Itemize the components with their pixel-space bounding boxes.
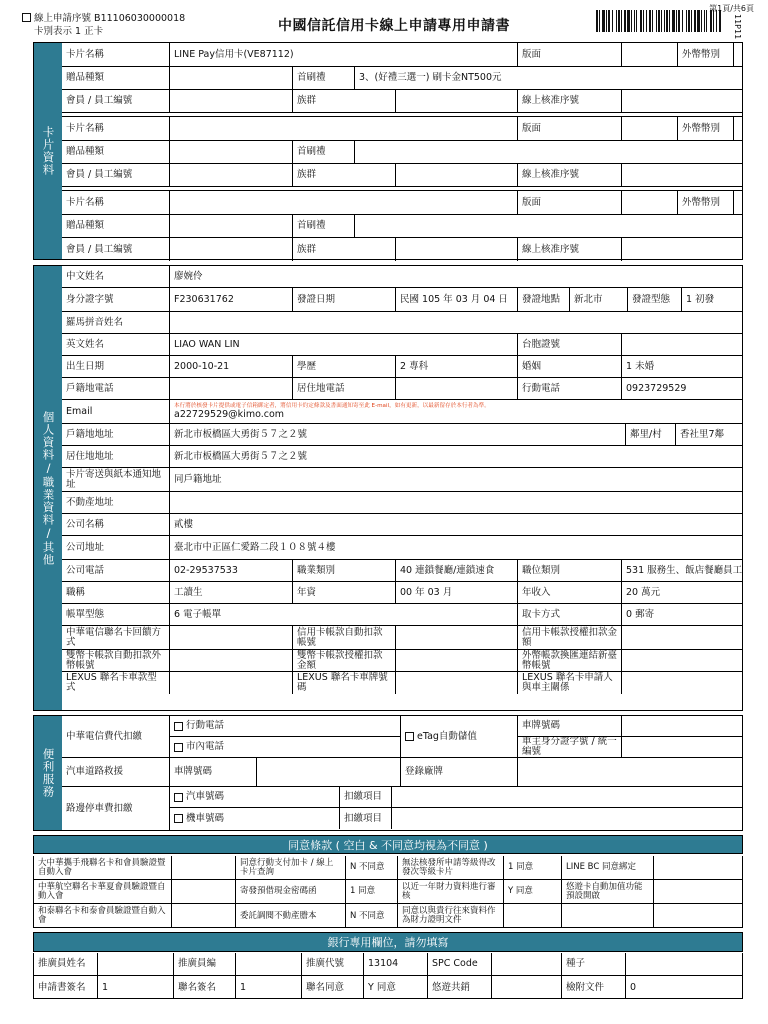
label: 戶籍地地址 (62, 424, 170, 445)
label: 族群 (293, 238, 396, 261)
years-value[interactable]: 00 年 03 月 (396, 582, 518, 603)
bank-value[interactable] (492, 976, 562, 999)
bank-value[interactable] (98, 953, 174, 975)
local-checkbox[interactable] (174, 743, 183, 752)
consent-title: 同意條款 ( 空白 & 不同意均視為不同意 ) (33, 835, 743, 854)
lexus-model-value[interactable] (170, 672, 293, 694)
card-name-value[interactable] (170, 191, 518, 214)
personal-grid (62, 266, 742, 710)
label: 發證型態 (628, 288, 682, 311)
label: 車牌號碼 (518, 716, 622, 736)
label: 學歷 (293, 356, 396, 377)
consent-label: 悠遊卡自動加值功能預設開啟 (562, 880, 654, 903)
moto-deduct-value[interactable] (392, 808, 742, 829)
consent-label: 寄發預借現金密碼函 (236, 880, 346, 903)
label: 職稱 (62, 582, 170, 603)
approval-no-value[interactable] (622, 238, 742, 261)
consent-label: 無法核發所申請等級得改發次等級卡片 (398, 856, 504, 879)
gift-row (62, 141, 742, 164)
label: 線上核准序號 (518, 238, 622, 261)
group-value[interactable] (396, 90, 518, 112)
barcode-bar (624, 10, 626, 32)
form-code: 11P11 (733, 14, 742, 40)
job-type-value[interactable]: 531 服務生、飯店餐廳員工 (626, 564, 742, 576)
bank-grid (33, 953, 743, 999)
education-value[interactable]: 2 專科 (396, 356, 518, 377)
barcode-bar (694, 10, 696, 32)
barcode-bar (612, 10, 613, 32)
barcode-bar (672, 10, 675, 32)
local-option[interactable] (170, 737, 400, 757)
member-no-value[interactable] (170, 164, 293, 186)
label: eTag自動儲值 (417, 730, 477, 742)
label: 婚姻 (518, 356, 622, 377)
barcode-bar (643, 10, 644, 32)
label: 贈品種類 (62, 215, 170, 237)
marriage-value[interactable]: 1 未婚 (626, 360, 655, 372)
district-value[interactable]: 香社里7鄰 (680, 428, 725, 440)
bank-title: 銀行專用欄位，請勿填寫 (33, 932, 743, 952)
roadside-plate-value[interactable] (257, 758, 401, 786)
consent-value[interactable] (172, 856, 236, 879)
email-value[interactable]: a22729529@kimo.com (174, 409, 285, 420)
label: LEXUS 聯名卡車款型式 (62, 672, 170, 694)
member-row (62, 90, 742, 113)
label: 贈品種類 (62, 67, 170, 89)
bank-label: 聯名同意 (302, 976, 364, 999)
label: 年收入 (518, 582, 622, 603)
autopay-account-value[interactable] (396, 626, 518, 649)
bank-value[interactable]: 0 (630, 981, 637, 993)
consent-row (34, 904, 742, 928)
fx-link-value[interactable] (622, 650, 742, 671)
label: 不動產地址 (62, 492, 170, 513)
barcode-bar (621, 10, 622, 32)
label: 中華電信聯名卡回饋方式 (62, 626, 170, 649)
company-name-value[interactable]: 貳樓 (174, 518, 194, 530)
issue-date-value[interactable]: 民國 105 年 03 月 04 日 (396, 288, 518, 311)
approval-no-value[interactable] (622, 164, 742, 186)
bank-label: 檢附文件 (562, 976, 626, 999)
gift-row (62, 215, 742, 238)
consent-row (34, 856, 742, 880)
label: 會員 / 員工編號 (62, 90, 170, 112)
etag-option[interactable] (401, 716, 518, 757)
bank-label: 推廣員編 (174, 953, 236, 975)
label: 年資 (293, 582, 396, 603)
english-name-value[interactable]: LIAO WAN LIN (170, 334, 518, 355)
label: 身分證字號 (62, 288, 170, 311)
barcode-bar (627, 10, 630, 32)
barcode-bar (631, 10, 632, 32)
label: 公司地址 (62, 536, 170, 559)
barcode-bar (652, 10, 653, 32)
label: 雙幣卡帳款授權扣款金額 (293, 650, 396, 671)
owner-id-value[interactable] (622, 737, 742, 757)
card-name-value[interactable]: LINE Pay信用卡(VE87112) (170, 43, 518, 66)
label: 中華電信費代扣繳 (62, 716, 170, 757)
gift-value[interactable] (170, 215, 293, 237)
gift-row (62, 67, 742, 90)
mobile-value[interactable]: 0923729529 (626, 382, 687, 394)
label: 扣繳項目 (340, 808, 392, 829)
barcode-bar (636, 10, 637, 32)
home-phone-value[interactable] (396, 378, 518, 399)
label: 戶籍地電話 (62, 378, 170, 399)
label: 取卡方式 (518, 604, 622, 625)
card-section-title: 卡片資料 (34, 43, 62, 259)
consent-value[interactable]: N 不同意 (346, 904, 398, 928)
label: 族群 (293, 164, 396, 186)
consent-label (562, 904, 654, 928)
id-number-value[interactable]: F230631762 (170, 288, 293, 311)
bank-value[interactable] (236, 953, 302, 975)
bank-label: 悠遊共銷 (428, 976, 492, 999)
consent-value[interactable] (172, 904, 236, 928)
issue-type-value[interactable]: 1 初發 (686, 293, 715, 305)
barcode-bar (656, 10, 657, 32)
consent-value[interactable] (654, 856, 742, 879)
version-value[interactable] (622, 191, 678, 214)
page-number: 第1頁/共6頁 (709, 4, 754, 13)
label: 首刷禮 (293, 215, 355, 237)
consent-label: 同意行動支付加卡 / 線上卡片查詢 (236, 856, 346, 879)
label: 卡片名稱 (62, 117, 170, 140)
label: 卡片寄送與紙本通知地址 (62, 468, 170, 491)
bank-value[interactable]: 13104 (364, 953, 428, 975)
chinese-name-value[interactable]: 廖婉伶 (174, 270, 203, 282)
consent-label: 中華航空聯名卡華夏會員驗證暨自動入會 (34, 880, 172, 903)
barcode-bar (664, 10, 665, 32)
label: 版面 (518, 191, 622, 214)
consent-label: 同意以與貴行往來資料作為財力證明文件 (398, 904, 504, 928)
barcode-bar (704, 10, 705, 32)
consent-value[interactable]: 1 同意 (346, 880, 398, 903)
member-row (62, 164, 742, 187)
bank-value[interactable]: Y 同意 (364, 976, 428, 999)
label: 出生日期 (62, 356, 170, 377)
dual-amount-value[interactable] (396, 650, 518, 671)
pickup-value[interactable]: 0 郵寄 (626, 608, 655, 620)
label: 居住地電話 (293, 378, 396, 399)
barcode-bar (666, 10, 668, 32)
label: 居住地地址 (62, 446, 170, 467)
card-name-value[interactable] (170, 117, 518, 140)
label: 信用卡帳款授權扣款金額 (518, 626, 622, 649)
label: 發證地點 (518, 288, 570, 311)
label: 外幣幣別 (678, 191, 734, 214)
label: 車主身分證字號 / 統一編號 (518, 737, 622, 757)
barcode-bar (640, 10, 642, 32)
consent-label: 和泰聯名卡和泰會員驗證暨自動入會 (34, 904, 172, 928)
label: 鄰里/村 (626, 424, 676, 445)
consent-grid (33, 856, 743, 928)
bank-row (34, 953, 742, 976)
label: 公司名稱 (62, 514, 170, 535)
consent-value[interactable] (504, 904, 562, 928)
barcode-bar (616, 10, 617, 32)
barcode-bar (649, 10, 651, 32)
label: Email (62, 400, 170, 423)
label: 線上核准序號 (518, 90, 622, 112)
label: 外幣帳款換匯連結新臺幣帳號 (518, 650, 622, 671)
barcode-bar (634, 10, 635, 32)
barcode-bar (669, 10, 670, 32)
barcode-bar (676, 10, 677, 32)
label: 帳單型態 (62, 604, 170, 625)
currency-value[interactable] (734, 43, 742, 66)
services-section-title: 便利服務 (34, 716, 62, 830)
etag-checkbox[interactable] (405, 732, 414, 741)
services-grid (62, 716, 742, 830)
serial-number: B11106030000018 (94, 13, 186, 24)
label: 羅馬拼音姓名 (62, 312, 170, 333)
home-address-value[interactable]: 新北市板橋區大勇街５７之２號 (174, 450, 308, 462)
bank-value[interactable] (492, 953, 562, 975)
job-title-value[interactable]: 工讀生 (170, 582, 293, 603)
barcode-bar (686, 10, 687, 32)
first-swipe-value[interactable] (355, 141, 742, 163)
birth-date-value[interactable]: 2000-10-21 (170, 356, 293, 377)
company-address-value[interactable]: 臺北市中正區仁愛路二段１０８號４樓 (174, 541, 336, 553)
barcode-bar (599, 10, 600, 32)
barcode-bar (691, 10, 692, 32)
card-row (62, 191, 742, 215)
label: 登錄廠牌 (401, 758, 518, 786)
barcode-bar (697, 10, 700, 32)
first-swipe-value[interactable] (355, 215, 742, 237)
mobile-checkbox[interactable] (174, 722, 183, 731)
member-no-value[interactable] (170, 90, 293, 112)
services-section (33, 715, 743, 831)
consent-value[interactable] (654, 904, 742, 928)
consent-value[interactable] (654, 880, 742, 903)
label: 贈品種類 (62, 141, 170, 163)
consent-value[interactable] (172, 880, 236, 903)
barcode-bar (608, 10, 610, 32)
label: LEXUS 聯名卡車牌號碼 (293, 672, 396, 694)
email-cell[interactable] (170, 400, 742, 423)
roman-name-value[interactable] (170, 312, 742, 333)
label: 外幣幣別 (678, 117, 734, 140)
mail-address-value[interactable]: 同戶籍地址 (174, 473, 222, 485)
etag-plate-value[interactable] (622, 716, 742, 736)
bank-value[interactable] (626, 953, 742, 975)
bank-value[interactable]: 1 (98, 976, 174, 999)
label: 族群 (293, 90, 396, 112)
telecom-value[interactable] (170, 626, 293, 649)
label: 路邊停車費扣繳 (62, 787, 170, 830)
email-note: 本行將於核發卡片提供或電子信箱綁定者，將信用卡約定條款及書面通知寄至此 E-mail，如有更新，以最新留存於本行者為準。 (174, 403, 490, 409)
personal-section (33, 265, 743, 711)
consent-value[interactable]: 1 同意 (504, 856, 562, 879)
barcode-bar (678, 10, 680, 32)
label: 卡片名稱 (62, 43, 170, 66)
label: 行動電話 (518, 378, 622, 399)
label: 外幣幣別 (678, 43, 734, 66)
label: 中文姓名 (62, 266, 170, 287)
card-type-label: 卡別表示 1 正卡 (34, 26, 104, 37)
reg-address-value[interactable]: 新北市板橋區大勇街５７之２號 (170, 424, 626, 445)
bank-label: 推廣員姓名 (34, 953, 98, 975)
bank-label: 申請書簽名 (34, 976, 98, 999)
dual-account-value[interactable] (170, 650, 293, 671)
consent-value[interactable]: Y 同意 (504, 880, 562, 903)
label: 車牌號碼 (170, 758, 257, 786)
form-title: 中國信託信用卡線上申請專用申請書 (278, 18, 510, 34)
bank-label: SPC Code (428, 953, 492, 975)
card-row (62, 117, 742, 141)
car-checkbox[interactable] (174, 793, 183, 802)
label: 扣繳項目 (340, 787, 392, 807)
personal-section-title: 個人資料/職業資料/其他 (34, 266, 62, 710)
label: 台胞證號 (518, 334, 622, 355)
label: 信用卡帳款自動扣款帳號 (293, 626, 396, 649)
mobile-option[interactable] (170, 716, 400, 737)
barcode-bar (658, 10, 660, 32)
car-option[interactable] (170, 787, 340, 807)
currency-value[interactable] (734, 191, 742, 214)
income-value[interactable]: 20 萬元 (626, 586, 661, 598)
serial-block (22, 12, 185, 38)
label: 首刷禮 (293, 67, 355, 89)
label: 會員 / 員工編號 (62, 238, 170, 261)
card-section (33, 42, 743, 260)
lexus-plate-value[interactable] (396, 672, 518, 694)
barcode-bar (602, 10, 605, 32)
bank-row (34, 976, 742, 999)
label: 行動電話 (186, 720, 225, 731)
version-value[interactable] (622, 43, 678, 66)
barcode-bar (701, 10, 702, 32)
label: 線上核准序號 (518, 164, 622, 186)
barcode-bar (688, 10, 690, 32)
barcode-bar (706, 10, 707, 32)
barcode-bar (661, 10, 662, 32)
label: 市內電話 (186, 741, 225, 752)
approval-no-value[interactable] (622, 90, 742, 112)
bill-type-value[interactable]: 6 電子帳單 (170, 604, 518, 625)
roadside-brand-value[interactable] (518, 758, 742, 786)
gift-value[interactable] (170, 67, 293, 89)
card-grid (62, 43, 742, 259)
label: 首刷禮 (293, 141, 355, 163)
lexus-relation-value[interactable] (622, 672, 742, 694)
property-address-value[interactable] (170, 492, 742, 513)
label: 版面 (518, 117, 622, 140)
bank-label: 推廣代號 (302, 953, 364, 975)
first-swipe-value[interactable]: 3、(好禮三選一) 刷卡金NT500元 (359, 72, 502, 83)
consent-row (34, 880, 742, 904)
consent-label: LINE BC 同意綁定 (562, 856, 654, 879)
currency-value[interactable] (734, 117, 742, 140)
car-deduct-value[interactable] (392, 787, 742, 807)
barcode-bar (596, 10, 598, 32)
gift-value[interactable] (170, 141, 293, 163)
label: LEXUS 聯名卡申請人與車主關係 (518, 672, 622, 694)
autopay-amount-value[interactable] (622, 626, 742, 649)
member-row (62, 238, 742, 261)
online-serial-checkbox[interactable] (22, 13, 31, 22)
consent-label: 大中華攜手飛聯名卡和會員驗證暨自動入會 (34, 856, 172, 879)
label: 發證日期 (293, 288, 396, 311)
barcode-bar (606, 10, 607, 32)
label: 雙幣卡帳款自動扣款外幣帳號 (62, 650, 170, 671)
label: 機車號碼 (186, 812, 225, 824)
member-no-value[interactable] (170, 238, 293, 261)
label: 會員 / 員工編號 (62, 164, 170, 186)
reg-phone-value[interactable] (170, 378, 293, 399)
label: 英文姓名 (62, 334, 170, 355)
label: 職位類別 (518, 560, 622, 581)
barcode (596, 10, 722, 36)
barcode-bar (618, 10, 620, 32)
label: 汽車道路救援 (62, 758, 170, 786)
tw-cert-value[interactable] (622, 334, 742, 355)
group-value[interactable] (396, 238, 518, 261)
moto-checkbox[interactable] (174, 814, 183, 823)
card-row (62, 43, 742, 67)
label: 汽車號碼 (186, 791, 225, 802)
consent-label: 委託調閱不動產謄本 (236, 904, 346, 928)
company-phone-value[interactable]: 02-29537533 (170, 560, 293, 581)
consent-label: 以近一年財力資料進行審核 (398, 880, 504, 903)
moto-option[interactable] (170, 808, 340, 829)
version-value[interactable] (622, 117, 678, 140)
barcode-bar (682, 10, 683, 32)
barcode-bar (646, 10, 647, 32)
label: 版面 (518, 43, 622, 66)
job-category-value[interactable]: 40 連鎖餐廳/連鎖速食 (396, 560, 518, 581)
label: 職業類別 (293, 560, 396, 581)
bank-value[interactable]: 1 (236, 976, 302, 999)
bank-label: 聯名簽名 (174, 976, 236, 999)
label: 公司電話 (62, 560, 170, 581)
group-value[interactable] (396, 164, 518, 186)
bank-label: 種子 (562, 953, 626, 975)
online-serial-label: 線上申請序號 (34, 13, 92, 24)
issue-place-value[interactable]: 新北市 (570, 288, 628, 311)
page-header (0, 0, 768, 42)
label: 卡片名稱 (62, 191, 170, 214)
consent-value[interactable]: N 不同意 (346, 856, 398, 879)
